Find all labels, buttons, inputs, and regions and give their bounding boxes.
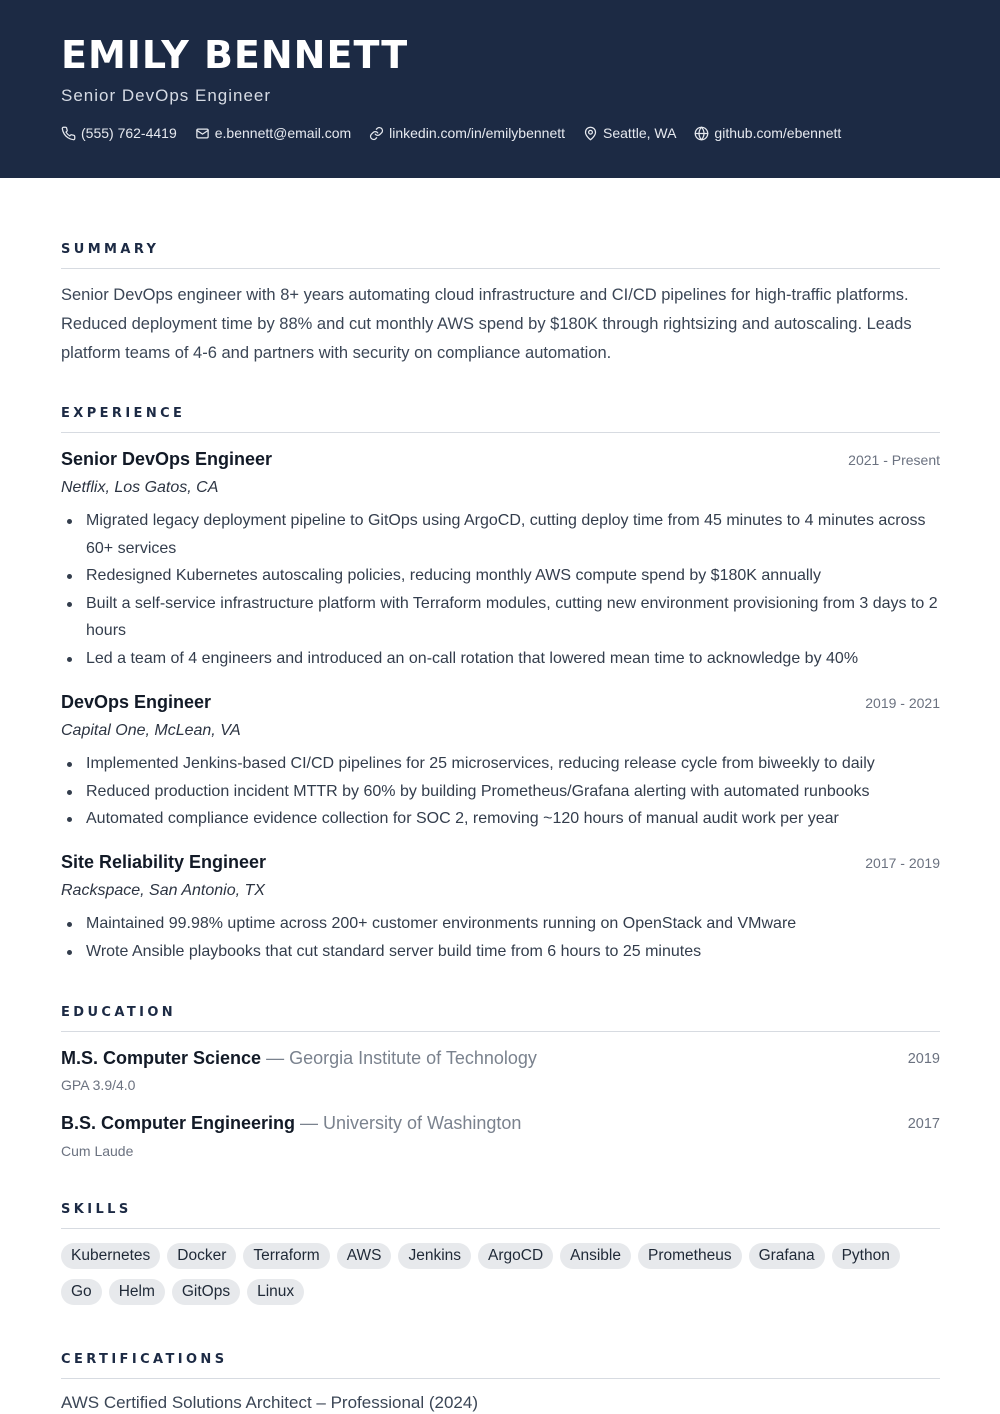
- education-school: — University of Washington: [295, 1113, 522, 1133]
- skill-tag: Python: [832, 1243, 900, 1269]
- job-bullet: Implemented Jenkins-based CI/CD pipelines for 25 microservices, reducing release cycle from biweekly to daily: [61, 750, 940, 778]
- education-divider: [61, 1031, 940, 1032]
- education-entry: [61, 1046, 537, 1072]
- skill-tag: ArgoCD: [478, 1243, 553, 1269]
- phone-icon: [61, 126, 76, 141]
- job-dates: 2019 - 2021: [865, 695, 940, 711]
- globe-icon: [694, 126, 709, 141]
- job-bullet: Migrated legacy deployment pipeline to GitOps using ArgoCD, cutting deploy time from 45 minutes to 4 minutes across 60+ services: [61, 507, 940, 562]
- education-note: GPA 3.9/4.0: [61, 1077, 136, 1093]
- job-title: Senior DevOps Engineer: [61, 449, 273, 469]
- education-entry: [61, 1111, 521, 1137]
- summary-divider: [61, 268, 940, 269]
- mail-icon: [195, 126, 210, 141]
- skill-tag: Terraform: [243, 1243, 329, 1269]
- summary-text: Senior DevOps engineer with 8+ years automating cloud infrastructure and CI/CD pipelines for high-traffic platforms. Reduced deployment time by 88% and cut monthly AWS spend by $180K through rightsizing and autoscaling. Leads platform teams of 4-6 and partners with security on compliance automation.: [61, 286, 912, 362]
- certifications-divider: [61, 1378, 940, 1379]
- contact-phone-text: (555) 762-4419: [81, 125, 177, 141]
- certifications-heading: CERTIFICATIONS: [61, 1352, 228, 1367]
- job-bullets: [61, 910, 940, 965]
- link-icon: [369, 126, 384, 141]
- job-bullets: [61, 507, 940, 672]
- contact-github[interactable]: [694, 123, 841, 143]
- experience-heading: EXPERIENCE: [61, 406, 186, 421]
- contact-location: [583, 123, 676, 143]
- candidate-title: Senior DevOps Engineer: [61, 86, 272, 105]
- skill-tag: Prometheus: [638, 1243, 742, 1269]
- skill-tag: Ansible: [560, 1243, 631, 1269]
- contact-email-text: e.bennett@email.com: [214, 125, 352, 141]
- skill-tag: Grafana: [749, 1243, 825, 1269]
- summary-heading: SUMMARY: [61, 242, 160, 257]
- skill-tag: Go: [61, 1279, 102, 1305]
- job-company: Capital One, McLean, VA: [61, 722, 241, 739]
- contact-phone[interactable]: [61, 123, 177, 143]
- job-bullet: Built a self-service infrastructure platform with Terraform modules, cutting new environment provisioning from 3 days to 2 hours: [61, 590, 940, 645]
- skill-tag: Kubernetes: [61, 1243, 160, 1269]
- education-degree: M.S. Computer Science: [61, 1048, 262, 1068]
- education-year: 2019: [907, 1051, 940, 1067]
- job-company: Rackspace, San Antonio, TX: [61, 882, 265, 899]
- experience-divider: [61, 432, 940, 433]
- candidate-name: EMILY BENNETT: [61, 33, 409, 77]
- job-bullets: [61, 750, 940, 833]
- job-bullet: Wrote Ansible playbooks that cut standard server build time from 6 hours to 25 minutes: [61, 938, 940, 966]
- education-year: 2017: [907, 1116, 940, 1132]
- skills-heading: SKILLS: [61, 1202, 132, 1217]
- skills-divider: [61, 1228, 940, 1229]
- map-pin-icon: [583, 126, 598, 141]
- resume-header: [0, 0, 1000, 178]
- skill-tag: Helm: [109, 1279, 165, 1305]
- job-dates: 2017 - 2019: [865, 855, 940, 871]
- job-bullet: Reduced production incident MTTR by 60% by building Prometheus/Grafana alerting with automated runbooks: [61, 778, 940, 806]
- contact-linkedin-text: linkedin.com/in/emilybennett: [389, 125, 566, 141]
- education-note: Cum Laude: [61, 1143, 134, 1159]
- job-company: Netflix, Los Gatos, CA: [61, 479, 219, 496]
- contact-bar: [61, 123, 859, 143]
- job-title: DevOps Engineer: [61, 692, 212, 712]
- skill-tag: Jenkins: [398, 1243, 471, 1269]
- education-degree: B.S. Computer Engineering: [61, 1113, 296, 1133]
- job-title: Site Reliability Engineer: [61, 852, 267, 872]
- education-heading: EDUCATION: [61, 1005, 177, 1020]
- skill-tag: Docker: [167, 1243, 236, 1269]
- contact-linkedin[interactable]: [369, 123, 565, 143]
- job-dates: 2021 - Present: [848, 452, 940, 468]
- job-bullet: Maintained 99.98% uptime across 200+ customer environments running on OpenStack and VMware: [61, 910, 940, 938]
- job-bullet: Redesigned Kubernetes autoscaling policies, reducing monthly AWS compute spend by $180K annually: [61, 562, 940, 590]
- skills-list: [61, 1243, 940, 1315]
- contact-email[interactable]: [195, 123, 351, 143]
- job-bullet: Led a team of 4 engineers and introduced an on-call rotation that lowered mean time to acknowledge by 40%: [61, 645, 940, 673]
- skill-tag: AWS: [337, 1243, 392, 1269]
- skill-tag: GitOps: [172, 1279, 240, 1305]
- certification-item: AWS Certified Solutions Architect – Professional (2024): [61, 1393, 479, 1412]
- education-school: — Georgia Institute of Technology: [261, 1048, 537, 1068]
- job-bullet: Automated compliance evidence collection for SOC 2, removing ~120 hours of manual audit work per year: [61, 805, 940, 833]
- skill-tag: Linux: [247, 1279, 304, 1305]
- contact-location-text: Seattle, WA: [603, 125, 677, 141]
- contact-github-text: github.com/ebennett: [714, 125, 842, 141]
